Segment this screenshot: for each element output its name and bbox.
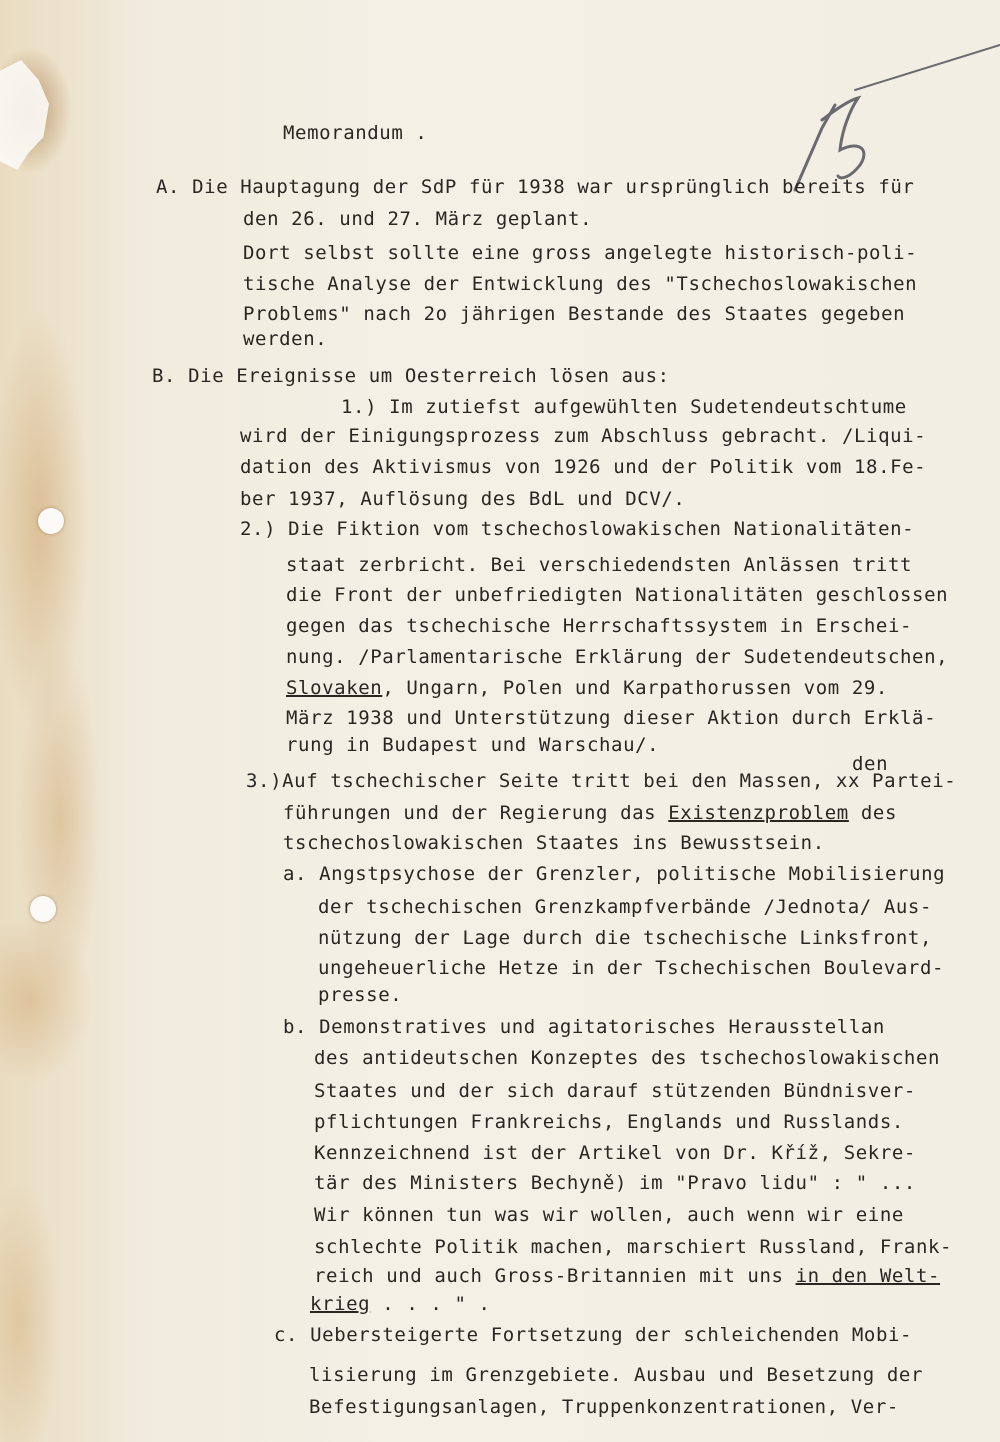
underlined-text: Existenzproblem: [668, 802, 849, 824]
text-line: A. Die Hauptagung der SdP für 1938 war ursprünglich bereits für: [156, 176, 915, 198]
text-line: Kennzeichnend ist der Artikel von Dr. Kříž, Sekre-: [314, 1142, 916, 1164]
text-line: lisierung im Grenzgebiete. Ausbau und Besetzung der: [309, 1364, 923, 1386]
text-line: gegen das tschechische Herrschaftssystem in Erschei-: [286, 615, 913, 637]
text-line: tschechoslowakischen Staates ins Bewusstsein.: [283, 832, 825, 854]
text-line: Befestigungsanlagen, Truppenkonzentrationen, Ver-: [309, 1396, 899, 1418]
text-line: [283, 804, 897, 823]
text-line: nützung der Lage durch die tschechische Linksfront,: [318, 927, 932, 949]
text-span: des: [848, 802, 897, 824]
text-line: 3.)Auf tschechischer Seite tritt bei den Massen, xx Partei-: [246, 770, 957, 792]
text-line: 1.) Im zutiefst aufgewühlten Sudetendeutschtume: [341, 396, 907, 418]
handwritten-insertion: den: [852, 753, 889, 775]
text-line: b. Demonstratives und agitatorisches Herausstellan: [283, 1016, 885, 1038]
text-span: , Ungarn, Polen und Karpathorussen vom 29.: [382, 677, 888, 699]
text-line: Problems" nach 2o jährigen Bestande des Staates gegeben: [243, 303, 906, 325]
text-line: Dort selbst sollte eine gross angelegte historisch-poli-: [243, 242, 918, 264]
underlined-text: in den Welt-: [795, 1265, 941, 1287]
text-line: rung in Budapest und Warschau/.: [286, 734, 660, 756]
text-line: tische Analyse der Entwicklung des "Tschechoslowakischen: [243, 273, 918, 295]
text-line: staat zerbricht. Bei verschiedendsten Anlässen tritt: [286, 554, 913, 576]
text-line: schlechte Politik machen, marschiert Russland, Frank-: [314, 1236, 953, 1258]
text-span: reich und auch Gross-Britannien mit uns: [314, 1265, 796, 1287]
text-line: B. Die Ereignisse um Oesterreich lösen aus:: [152, 365, 670, 387]
punch-hole: [30, 896, 56, 922]
text-line: tär des Ministers Bechyně) im "Pravo lidu" : " ...: [314, 1172, 916, 1194]
text-line: März 1938 und Unterstützung dieser Aktion durch Erklä-: [286, 707, 937, 729]
underlined-text: Slovaken: [286, 677, 383, 699]
text-line: dation des Aktivismus von 1926 und der Politik vom 18.Fe-: [240, 456, 927, 478]
memo-title: Memorandum .: [283, 122, 428, 144]
text-line: [314, 1267, 940, 1286]
text-line: Wir können tun was wir wollen, auch wenn wir eine: [314, 1204, 904, 1226]
text-span: führungen und der Regierung das: [283, 802, 669, 824]
text-line: [286, 679, 888, 698]
text-line: des antideutschen Konzeptes des tschechoslowakischen: [314, 1047, 941, 1069]
text-line: Staates und der sich darauf stützenden Bündnisver-: [314, 1080, 916, 1102]
text-line: wird der Einigungsprozess zum Abschluss gebracht. /Liqui-: [240, 425, 927, 447]
text-line: der tschechischen Grenzkampfverbände /Jednota/ Aus-: [318, 896, 932, 918]
text-line: ungeheuerliche Hetze in der Tschechischen Boulevard-: [318, 957, 945, 979]
text-line: pflichtungen Frankreichs, Englands und Russlands.: [314, 1111, 904, 1133]
text-line: nung. /Parlamentarische Erklärung der Sudetendeutschen,: [286, 646, 949, 668]
underlined-text: krieg: [310, 1293, 371, 1315]
text-line: a. Angstpsychose der Grenzler, politische Mobilisierung: [283, 863, 946, 885]
text-span: . . . " .: [370, 1293, 491, 1315]
text-line: c. Uebersteigerte Fortsetzung der schleichenden Mobi-: [274, 1324, 913, 1346]
text-line: presse.: [318, 984, 403, 1006]
text-line: die Front der unbefriedigten Nationalitäten geschlossen: [286, 584, 949, 606]
punch-hole: [38, 508, 64, 534]
text-line: den 26. und 27. März geplant.: [243, 208, 593, 230]
text-line: 2.) Die Fiktion vom tschechoslowakischen Nationalitäten-: [240, 518, 915, 540]
text-line: ber 1937, Auflösung des BdL und DCV/.: [240, 488, 686, 510]
text-line: werden.: [243, 328, 328, 350]
text-line: [310, 1295, 491, 1314]
